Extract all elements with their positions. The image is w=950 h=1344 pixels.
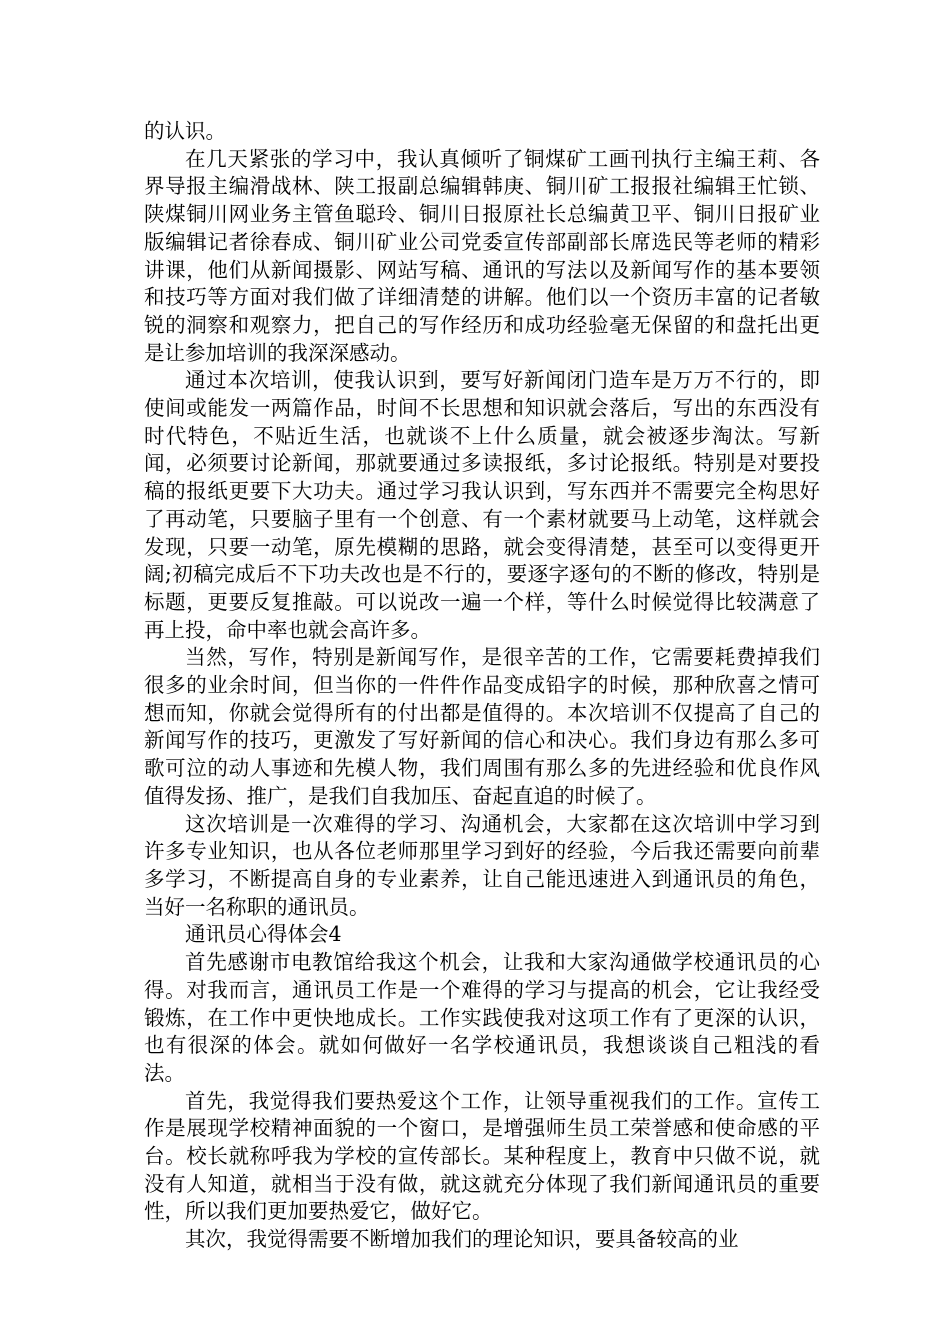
paragraph-training-summary: 这次培训是一次难得的学习、沟通机会，大家都在这次培训中学习到许多专业知识，也从各位老师那里学习到好的经验，今后我还需要向前辈多学习，不断提高自身的专业素养，让自己能迅速进入到通讯员的角色，当好一名称职的通讯员。: [144, 811, 820, 919]
section-heading: 通讯员心得体会4: [185, 922, 342, 947]
paragraph-second-point: 其次，我觉得需要不断增加我们的理论知识，要具备较高的业: [185, 1227, 739, 1252]
paragraph-writing-hardship: 当然，写作，特别是新闻写作，是很辛苦的工作，它需要耗费掉我们很多的业余时间，但当你的一件件作品变成铅字的时候，那种欣喜之情可想而知，你就会觉得所有的付出都是值得的。本次培训不仅提高了自己的新闻写作的技巧，更激发了写好新闻的信心和决心。我们身边有那么多可歌可泣的动人事迹和先模人物，我们周围有那么多的先进经验和优良作风值得发扬、推广，是我们自我加压、奋起直追的时候了。: [144, 645, 820, 808]
document-page: [144, 118, 820, 1254]
paragraph-training-insights: 通过本次培训，使我认识到，要写好新闻闭门造车是万万不行的，即使间或能发一两篇作品，时间不长思想和知识就会落后，写出的东西没有时代特色，不贴近生活，也就谈不上什么质量，就会被逐步淘汰。写新闻，必须要讨论新闻，那就要通过多读报纸，多讨论报纸。特别是对要投稿的报纸更要下大功夫。通过学习我认识到，写东西并不需要完全构思好了再动笔，只要脑子里有一个创意、有一个素材就要马上动笔，这样就会发现，只要一动笔，原先模糊的思路，就会变得清楚，甚至可以变得更开阔;初稿完成后不下功夫改也是不行的，要逐字逐句的不断的修改，特别是标题，更要反复推敲。可以说改一遍一个样，等什么时候觉得比较满意了再上投，命中率也就会高许多。: [144, 368, 820, 642]
paragraph-first-point: 首先，我觉得我们要热爱这个工作，让领导重视我们的工作。宣传工作是展现学校精神面貌的一个窗口，是增强师生员工荣誉感和使命感的平台。校长就称呼我为学校的宣传部长。某种程度上，教育中只做不说，就没有人知道，就相当于没有做，就这就充分体现了我们新闻通讯员的重要性，所以我们更加要热爱它，做好它。: [144, 1088, 820, 1224]
paragraph-continuation: 的认识。: [144, 119, 226, 143]
paragraph-training-lectures: 在几天紧张的学习中，我认真倾听了铜煤矿工画刊执行主编王莉、各界导报主编滑战林、陕工报副总编辑韩庚、铜川矿工报报社编辑王忙锁、陕煤铜川网业务主管鱼聪玲、铜川日报原社长总编黄卫平、铜川日报矿业版编辑记者徐春成、铜川矿业公司党委宣传部副部长席选民等老师的精彩讲课，他们从新闻摄影、网站写稿、通讯的写法以及新闻写作的基本要领和技巧等方面对我们做了详细清楚的讲解。他们以一个资历丰富的记者敏锐的洞察和观察力，把自己的写作经历和成功经验毫无保留的和盘托出更是让参加培训的我深深感动。: [144, 146, 820, 365]
paragraph-thanks: 首先感谢市电教馆给我这个机会，让我和大家沟通做学校通讯员的心得。对我而言，通讯员工作是一个难得的学习与提高的机会，它让我经受锻炼，在工作中更快地成长。工作实践使我对这项工作有了更深的认识，也有很深的体会。就如何做好一名学校通讯员，我想谈谈自己粗浅的看法。: [144, 950, 820, 1085]
